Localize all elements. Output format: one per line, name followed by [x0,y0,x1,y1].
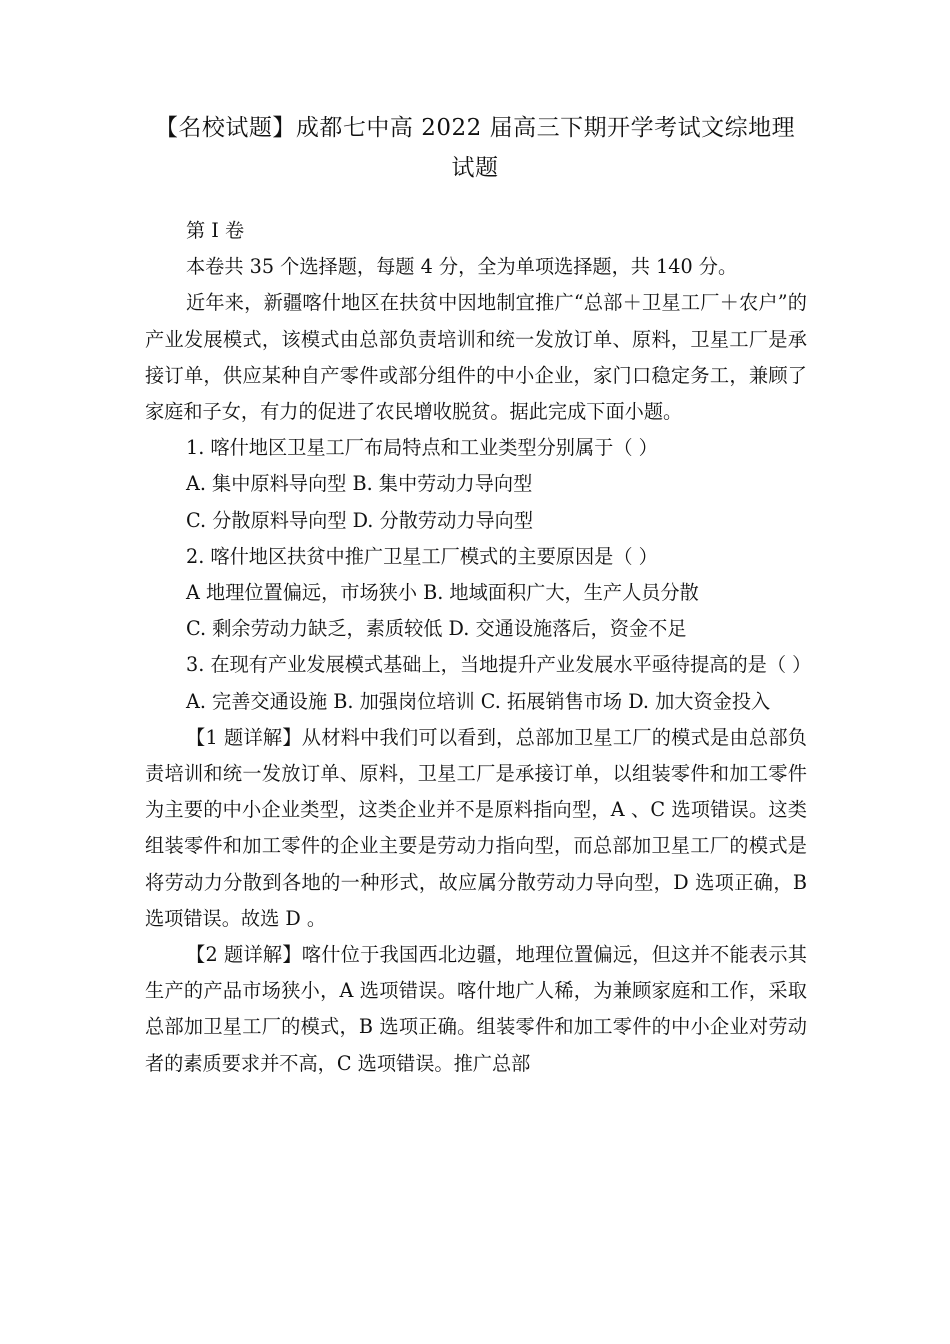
section-heading: 第 I 卷 [186,219,245,242]
question-2-stem: 2. 喀什地区扶贫中推广卫星工厂模式的主要原因是（ ） [186,544,658,568]
question-1-options-cd: C. 分散原料导向型 D. 分散劳动力导向型 [186,508,534,532]
question-2-options-ab: A 地理位置偏远，市场狭小 B. 地域面积广大，生产人员分散 [186,581,699,605]
document-title: 【名校试题】成都七中高 2022 届高三下期开学考试文综地理试题 [154,115,796,181]
explanation-2: 【2 题详解】喀什位于我国西北边疆，地理位置偏远，但这并不能表示其生产的产品市场狭小，A 选项错误。喀什地广人稀，为兼顾家庭和工作，采取总部加卫星工厂的模式，B 选项正确。组装零件和加工零件的中小企业对劳动者的素质要求并不高，C 选项错误。推广总部 [145,943,807,1075]
question-1-stem: 1. 喀什地区卫星工厂布局特点和工业类型分别属于（ ） [186,436,658,460]
instructions: 本卷共 35 个选择题，每题 4 分，全为单项选择题，共 140 分。 [186,255,738,279]
explanation-1: 【1 题详解】从材料中我们可以看到，总部加卫星工厂的模式是由总部负责培训和统一发放订单、原料，卫星工厂是承接订单，以组装零件和加工零件为主要的中小企业类型，这类企业并不是原料指向型，A 、C 选项错误。这类组装零件和加工零件的企业主要是劳动力指向型，而总部加卫星工厂的模式是将劳动力分散到各地的一种形式，故应属分散劳动力导向型，D 选项正确，B 选项错误。故选 D 。 [145,725,807,930]
reading-passage: 近年来，新疆喀什地区在扶贫中因地制宜推广“总部＋卫星工厂＋农户”的产业发展模式，该模式由总部负责培训和统一发放订单、原料，卫星工厂是承接订单，供应某种自产零件或部分组件的中小企业，家门口稳定务工，兼顾了家庭和子女，有力的促进了农民增收脱贫。据此完成下面小题。 [145,291,807,424]
question-3-options: A. 完善交通设施 B. 加强岗位培训 C. 拓展销售市场 D. 加大资金投入 [186,689,771,713]
question-3-stem: 3. 在现有产业发展模式基础上，当地提升产业发展水平亟待提高的是（ ） [186,653,812,677]
question-1-options-ab: A. 集中原料导向型 B. 集中劳动力导向型 [186,472,533,496]
document-body [145,213,812,1082]
question-2-options-cd: C. 剩余劳动力缺乏，素质较低 D. 交通设施落后，资金不足 [186,617,687,641]
